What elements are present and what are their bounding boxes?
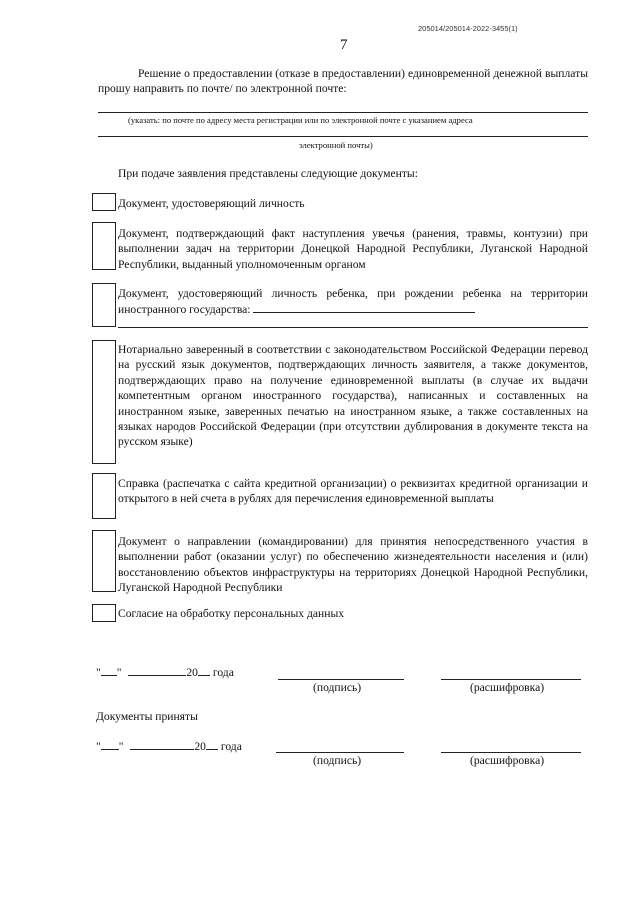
documents-heading: При подаче заявления представлены следующие документы: [118,167,418,180]
item-child-identity [118,286,588,318]
signature-line-accepted[interactable] [276,752,404,753]
year-suffix: года [220,740,242,753]
decryption-line-accepted[interactable] [441,752,581,753]
quote-open: " [96,740,101,753]
decryption-caption-accepted: (расшифровка) [470,754,545,767]
delivery-hint-line2: электронной почты) [299,140,373,150]
documents-accepted-title: Документы приняты [96,710,198,723]
delivery-hint-line1: (указать: по почте по адресу места регистрации или по электронной почте с указанием адреса [128,115,473,125]
delivery-method-paragraph: Решение о предоставлении (отказе в предоставлении) единовременной денежной выплаты прошу направить по почте/ по электронной почте: [98,67,588,96]
decryption-caption-applicant: (расшифровка) [470,681,545,694]
checkbox-child-identity[interactable] [92,283,116,327]
child-country-field[interactable] [253,301,475,313]
item-injury-document: Документ, подтверждающий факт наступления увечья (ранения, травмы, контузии) при выполнении задач на территории Донецкой Народной Республики, Луганской Народной Республики, выданный уполномоченным органом [118,227,588,271]
signature-caption-accepted: (подпись) [313,754,362,767]
item-personal-data-consent: Согласие на обработку персональных данных [118,607,345,620]
year-field-accepted[interactable] [206,738,218,750]
date-row-accepted [96,738,242,753]
checkbox-injury-document[interactable] [92,222,116,270]
quote-close: " [116,666,122,679]
quote-close: " [118,740,124,753]
item-identity-document: Документ, удостоверяющий личность [118,197,305,210]
item-bank-details: Справка (распечатка с сайта кредитной организации) о реквизитах кредитной организации и открытого в ней счета в рублях для перечисления единовременной выплаты [118,477,588,506]
checkbox-personal-data-consent[interactable] [92,604,116,622]
year-suffix: года [212,666,234,679]
checkbox-assignment-document[interactable] [92,530,116,592]
child-country-line-2[interactable] [118,327,588,328]
delivery-address-line[interactable] [98,136,588,137]
day-field-applicant[interactable] [101,664,117,676]
checkbox-bank-details[interactable] [92,473,116,519]
delivery-method-line[interactable] [98,112,588,113]
year-prefix: 20 [194,740,206,753]
item-child-identity-label: Документ, удостоверяющий личность ребенка, при рождении ребенка на территории иностранного государства: [118,287,588,317]
decryption-line-applicant[interactable] [441,679,581,680]
signature-line-applicant[interactable] [278,679,404,680]
item-notarized-translation: Нотариально заверенный в соответствии с законодательством Российской Федерации перевод на русский язык документов, подтверждающих личность заявителя, а также документов, подтверждающих право на получение единовременной выплаты (в случае их выдачи компетентным органом иностранного государства), написанных и составленных на иностранном языке, заверенных печатью на иностранном языке, а также составленных на языках народов Российской Федерации (при отсутствии дублирования в документе текста на русском языке) [118,343,588,449]
month-field-accepted[interactable] [130,738,194,750]
document-code: 205014/205014-2022-3455(1) [418,24,518,33]
date-row-applicant [96,664,234,679]
year-field-applicant[interactable] [198,664,210,676]
day-field-accepted[interactable] [101,738,119,750]
checkbox-notarized-translation[interactable] [92,340,116,464]
item-assignment-document: Документ о направлении (командировании) для принятия непосредственного участия в выполнении работ (оказании услуг) по обеспечению жизнедеятельности населения и (или) восстановлению объектов инфраструктуры на территориях Донецкой Народной Республики, Луганской Народной Республики [118,535,588,595]
signature-caption-applicant: (подпись) [313,681,362,694]
checkbox-identity-document[interactable] [92,193,116,211]
month-field-applicant[interactable] [128,664,186,676]
quote-open: " [96,666,101,679]
page-number: 7 [340,37,348,53]
year-prefix: 20 [186,666,198,679]
